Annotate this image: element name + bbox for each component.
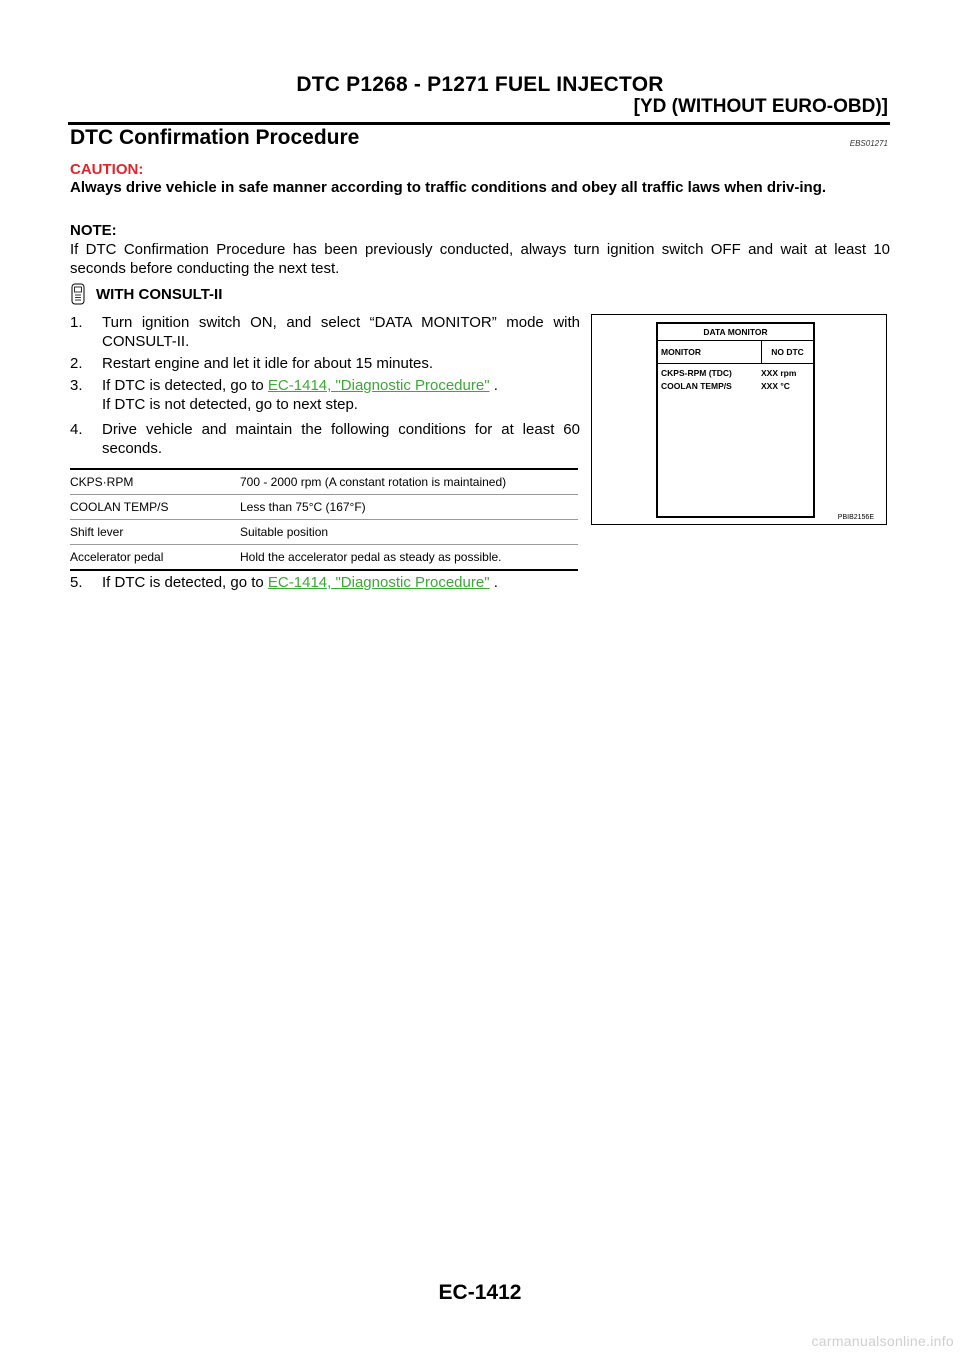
step-5	[70, 573, 580, 592]
table-row	[70, 545, 578, 571]
step-number: 2.	[70, 355, 83, 372]
monitor-item-name: COOLAN TEMP/S	[661, 381, 732, 391]
section-code: EBS01271	[849, 139, 888, 148]
step-extra-text: If DTC is not detected, go to next step.	[102, 396, 358, 413]
monitor-row	[658, 380, 813, 393]
step-number: 5.	[70, 574, 83, 591]
step-number: 3.	[70, 377, 83, 394]
consult-heading	[70, 283, 222, 305]
step-text-end: .	[493, 377, 498, 394]
screen-header	[658, 341, 813, 364]
step-text-end: .	[493, 574, 498, 591]
step-number: 4.	[70, 421, 83, 438]
caution-text: Always drive vehicle in safe manner according to traffic conditions and obey all traffic laws when driv-ing.	[70, 179, 827, 196]
screen-title: DATA MONITOR	[658, 324, 813, 341]
page-title: DTC P1268 - P1271 FUEL INJECTOR	[296, 73, 664, 96]
diagnostic-procedure-link[interactable]: EC-1414, "Diagnostic Procedure"	[267, 377, 490, 394]
step-number: 1.	[70, 314, 83, 331]
data-monitor-screen	[656, 322, 815, 518]
condition-item: CKPS·RPM	[70, 469, 240, 495]
note-label: NOTE:	[70, 222, 117, 239]
condition-value: 700 - 2000 rpm (A constant rotation is maintained)	[240, 469, 578, 495]
step-body	[102, 376, 580, 414]
monitor-item-name: CKPS-RPM (TDC)	[661, 368, 732, 378]
caution-label: CAUTION:	[70, 161, 144, 178]
monitor-item-value: XXX °C	[761, 381, 790, 391]
step-text: Drive vehicle and maintain the following conditions for at least 60 seconds.	[102, 421, 580, 457]
condition-item: Accelerator pedal	[70, 545, 240, 571]
section-title: DTC Confirmation Procedure	[70, 126, 360, 149]
consult-screen-figure	[591, 314, 887, 525]
watermark: carmanualsonline.info	[811, 1333, 954, 1349]
step-3	[70, 376, 580, 414]
diagnostic-procedure-link[interactable]: EC-1414, "Diagnostic Procedure"	[267, 574, 490, 591]
table-row	[70, 520, 578, 545]
conditions-table	[70, 468, 578, 571]
condition-item: Shift lever	[70, 520, 240, 545]
step-body	[102, 573, 580, 592]
condition-value: Hold the accelerator pedal as steady as possible.	[240, 545, 578, 571]
step-text: Restart engine and let it idle for about 15 minutes.	[102, 355, 434, 372]
header-rule	[68, 122, 890, 125]
step-text: Turn ignition switch ON, and select “DATA MONITOR” mode with CONSULT-II.	[102, 314, 580, 350]
step-1	[70, 313, 580, 351]
monitor-column-label: MONITOR	[658, 341, 762, 363]
table-row	[70, 469, 578, 495]
consult-title: WITH CONSULT-II	[96, 285, 223, 303]
step-text: If DTC is detected, go to	[102, 574, 264, 591]
condition-value: Suitable position	[240, 520, 578, 545]
consult-ii-icon	[70, 283, 86, 305]
condition-item: COOLAN TEMP/S	[70, 495, 240, 520]
note-text: If DTC Confirmation Procedure has been previously conducted, always turn ignition switch OFF and wait at least 10 seconds before conducting the next test.	[70, 241, 890, 277]
monitor-row	[658, 367, 813, 380]
step-2	[70, 354, 580, 373]
status-label: NO DTC	[771, 347, 804, 357]
condition-value: Less than 75°C (167°F)	[240, 495, 578, 520]
step-4	[70, 420, 580, 458]
monitor-item-value: XXX rpm	[761, 368, 797, 378]
step-text: If DTC is detected, go to	[102, 377, 264, 394]
page-subtitle: [YD (WITHOUT EURO-OBD)]	[633, 96, 888, 117]
table-row	[70, 495, 578, 520]
page-number: EC-1412	[438, 1281, 522, 1304]
figure-id: PBIB2156E	[837, 514, 874, 521]
